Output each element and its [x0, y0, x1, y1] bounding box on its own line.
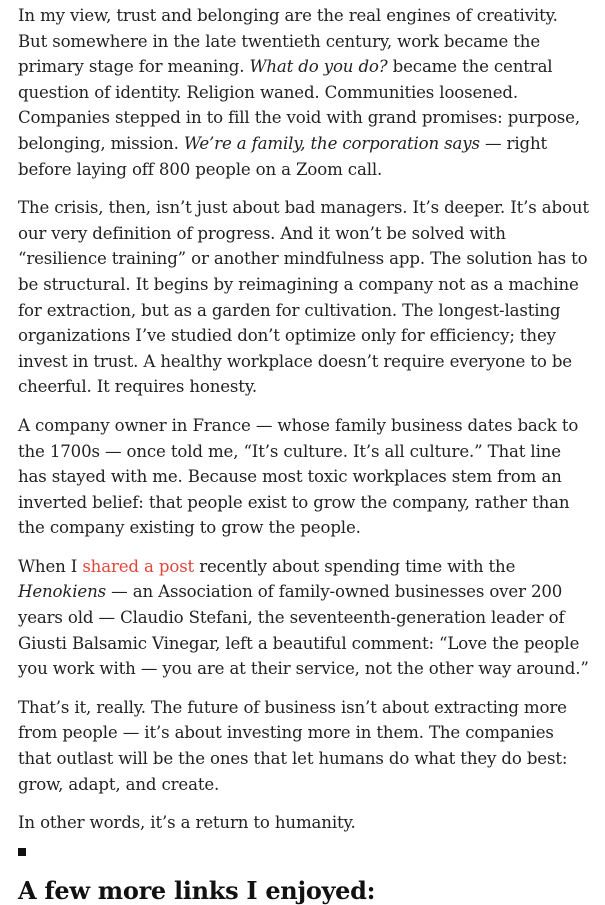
paragraph-4-text-a: When I — [18, 556, 83, 576]
paragraph-6: In other words, it’s a return to humanity. — [18, 813, 356, 833]
paragraph-4 — [18, 554, 590, 682]
next-section-heading: A few more links I enjoyed: — [18, 876, 376, 905]
shared-post-link[interactable]: shared a post — [82, 556, 195, 576]
paragraph-1-italic-question: What do you do? — [249, 57, 388, 77]
paragraph-1-text-a: In my view, trust and belonging are the real engines of creativity. But somewhere in the late twentieth century, work became the primary stage for meaning. — [18, 6, 558, 77]
paragraph-4-italic-henokiens: Henokiens — [18, 582, 107, 602]
paragraph-1-text-b: became the central question of identity. Religion waned. Communities loosened. Companies stepped in to fill the void with grand promises: purpose, belonging, mission. — [18, 57, 580, 153]
paragraph-1-italic-quote: We’re a family, the corporation says — [183, 133, 480, 153]
paragraph-2: The crisis, then, isn’t just about bad managers. It’s deeper. It’s about our very definition of progress. And it won’t be solved with “resilience training” or another mindfulness app. The solution has to be structural. It begins by reimagining a company not as a machine for extraction, but as a garden for cultivation. The longest-lasting organizations I’ve studied don’t optimize only for efficiency; they invest in trust. A healthy workplace doesn’t require everyone to be cheerful. It requires honesty. — [18, 198, 589, 397]
paragraph-5: That’s it, really. The future of business isn’t about extracting more from people — it’s about investing more in them. The companies that outlast will be the ones that let humans do what they do best: grow, adapt, and create. — [18, 697, 568, 794]
paragraph-1 — [18, 3, 590, 182]
paragraph-1-text-c: — right before laying off 800 people on a Zoom call. — [18, 133, 548, 179]
paragraph-4-text-c: — an Association of family-owned businesses over 200 years old — Claudio Stefani, the seventeenth-generation leader of Giusti Balsamic Vinegar, left a beautiful comment: “Love the people you work with — you are at their service, not the other way around.” — [18, 582, 589, 679]
article-body — [18, 3, 590, 849]
paragraph-4-text-b: recently about spending time with the — [194, 556, 516, 576]
paragraph-3: A company owner in France — whose family business dates back to the 1700s — once told me, “It’s culture. It’s all culture.” That line has stayed with me. Because most toxic workplaces stem from an inverted belief: that people exist to grow the company, rather than the company existing to grow the people. — [18, 415, 579, 538]
section-separator-square — [18, 848, 26, 856]
